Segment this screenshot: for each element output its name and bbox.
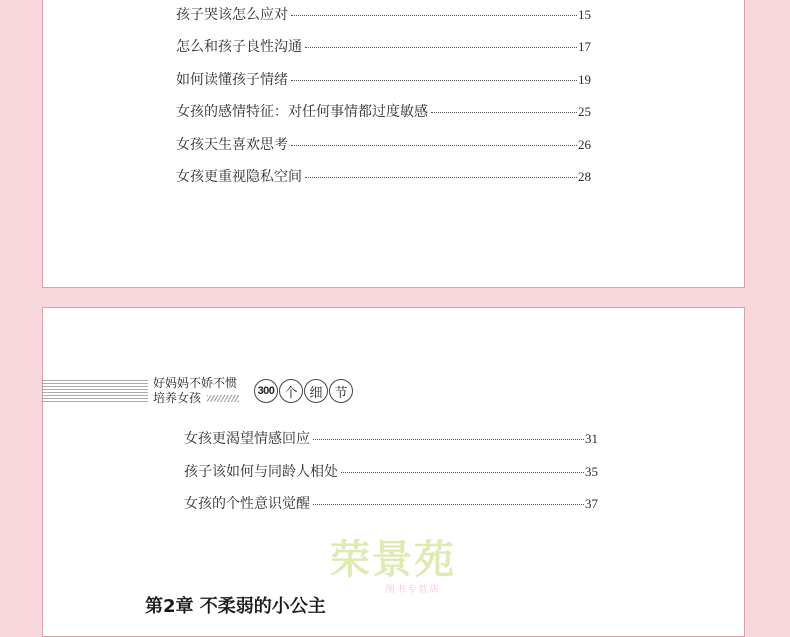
circle-badge-jie: 节 [329, 379, 353, 403]
toc-title: 如何读懂孩子情绪 [176, 72, 288, 88]
watermark-sub-text: 图书专营店 [385, 585, 441, 595]
slash-decoration [207, 395, 239, 402]
toc-title: 女孩天生喜欢思考 [176, 137, 288, 153]
book-running-header [153, 376, 239, 406]
toc-leader-dots [305, 177, 577, 178]
toc-title: 女孩的个性意识觉醒 [184, 496, 310, 512]
toc-leader-dots [313, 439, 584, 440]
toc-page-number: 31 [585, 431, 598, 446]
header-hatch-decoration [42, 380, 148, 402]
toc-entry [184, 430, 598, 448]
toc-entry [176, 6, 591, 24]
header-line-1: 好妈妈不娇不惯 [153, 376, 238, 390]
circle-badge-300: 300 [254, 379, 278, 403]
toc-page-number: 19 [578, 72, 591, 87]
store-watermark [330, 538, 456, 595]
toc-page-number: 15 [578, 7, 591, 22]
toc-entry [176, 71, 591, 89]
header-line-2: 培养女孩 [153, 391, 202, 405]
toc-title: 怎么和孩子良性沟通 [176, 39, 302, 55]
circle-badge-ge: 个 [279, 379, 303, 403]
toc-entry [184, 495, 598, 513]
toc-entry [176, 103, 591, 121]
toc-page-number: 35 [585, 464, 598, 479]
page-top [42, 0, 745, 288]
circle-badge-xi: 细 [304, 379, 328, 403]
toc-page-number: 25 [578, 104, 591, 119]
toc-title: 女孩更渴望情感回应 [184, 431, 310, 447]
watermark-main-text: 荣景苑 [330, 536, 456, 583]
toc-entry [184, 463, 598, 481]
toc-title: 女孩更重视隐私空间 [176, 169, 302, 185]
toc-page-number: 37 [585, 496, 598, 511]
toc-page-number: 17 [578, 39, 591, 54]
toc-entry [176, 136, 591, 154]
toc-title: 孩子该如何与同龄人相处 [184, 464, 338, 480]
toc-leader-dots [291, 145, 577, 146]
toc-leader-dots [291, 80, 577, 81]
toc-entry [176, 168, 591, 186]
toc-leader-dots [431, 112, 577, 113]
toc-entry [176, 38, 591, 56]
header-circle-badges [254, 379, 353, 403]
toc-title: 孩子哭该怎么应对 [176, 7, 288, 23]
toc-page-number: 26 [578, 137, 591, 152]
toc-leader-dots [313, 504, 584, 505]
toc-leader-dots [305, 47, 577, 48]
toc-leader-dots [341, 472, 584, 473]
chapter-heading: 第2章 不柔弱的小公主 [145, 596, 326, 617]
toc-page-number: 28 [578, 169, 591, 184]
toc-title: 女孩的感情特征：对任何事情都过度敏感 [176, 104, 428, 120]
toc-leader-dots [291, 15, 577, 16]
